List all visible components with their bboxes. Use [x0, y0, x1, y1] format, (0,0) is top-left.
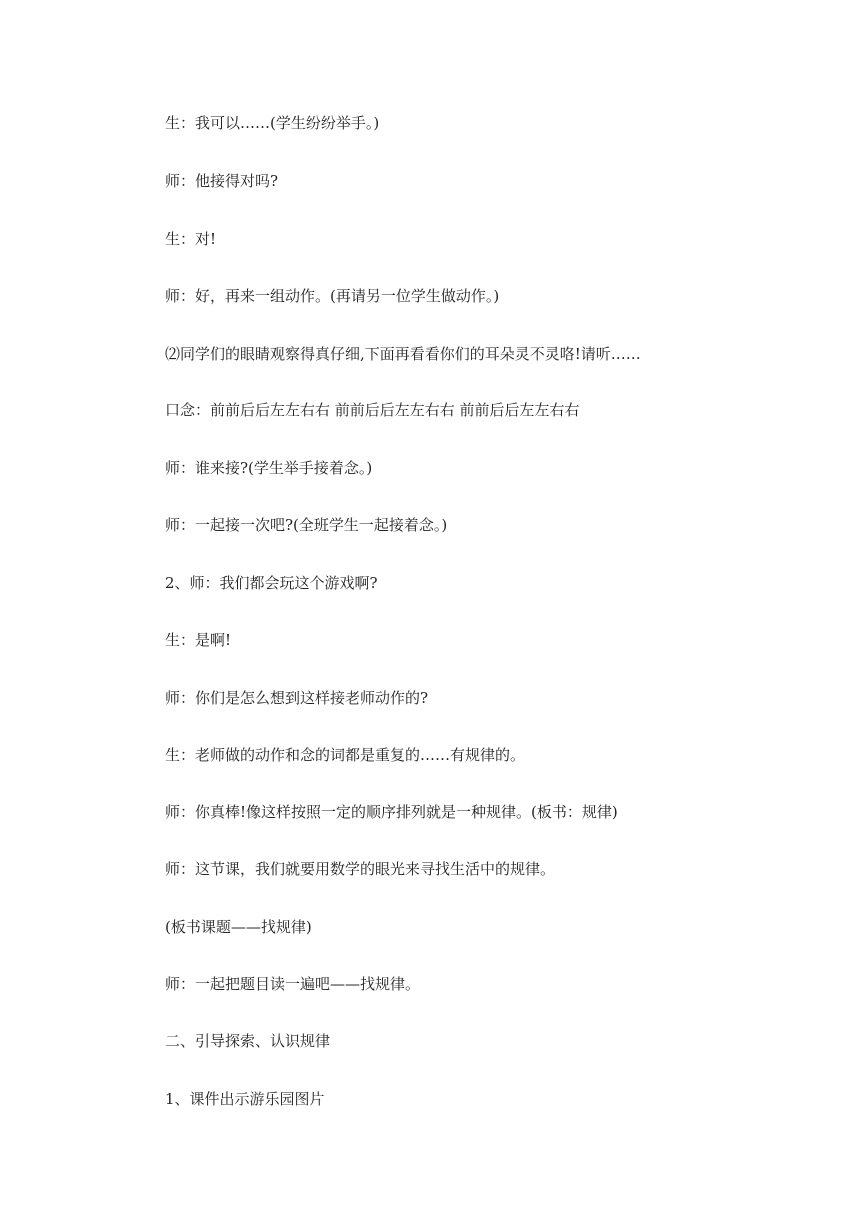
text-line: 师：你真棒!像这样按照一定的顺序排列就是一种规律。(板书：规律) [165, 803, 618, 821]
text-line: 师：一起把题目读一遍吧——找规律。 [165, 975, 421, 993]
text-line: ⑵同学们的眼睛观察得真仔细,下面再看看你们的耳朵灵不灵咯!请听…… [165, 345, 641, 363]
text-line: 生：老师做的动作和念的词都是重复的……有规律的。 [165, 746, 526, 764]
text-line: 生：对! [165, 230, 217, 248]
section-heading: 二、引导探索、认识规律 [165, 1032, 331, 1050]
text-line: 师：好，再来一组动作。(再请另一位学生做动作。) [165, 287, 500, 305]
subsection-heading: 1、课件出示游乐园图片 [165, 1090, 325, 1108]
text-line: 师：一起接一次吧?(全班学生一起接着念。) [165, 516, 448, 534]
text-line: 2、师：我们都会玩这个游戏啊? [165, 574, 378, 592]
text-line: 师：你们是怎么想到这样接老师动作的? [165, 689, 429, 707]
text-line: 口念：前前后后左左右右 前前后后左左右右 前前后后左左右右 [165, 401, 580, 419]
text-line: 师：这节课，我们就要用数学的眼光来寻找生活中的规律。 [165, 860, 556, 878]
text-line: 生：我可以……(学生纷纷举手。) [165, 114, 380, 132]
text-line: (板书课题——找规律) [165, 918, 312, 936]
text-line: 生：是啊! [165, 631, 232, 649]
text-line: 师：他接得对吗? [165, 172, 279, 190]
text-line: 师：谁来接?(学生举手接着念。) [165, 459, 373, 477]
